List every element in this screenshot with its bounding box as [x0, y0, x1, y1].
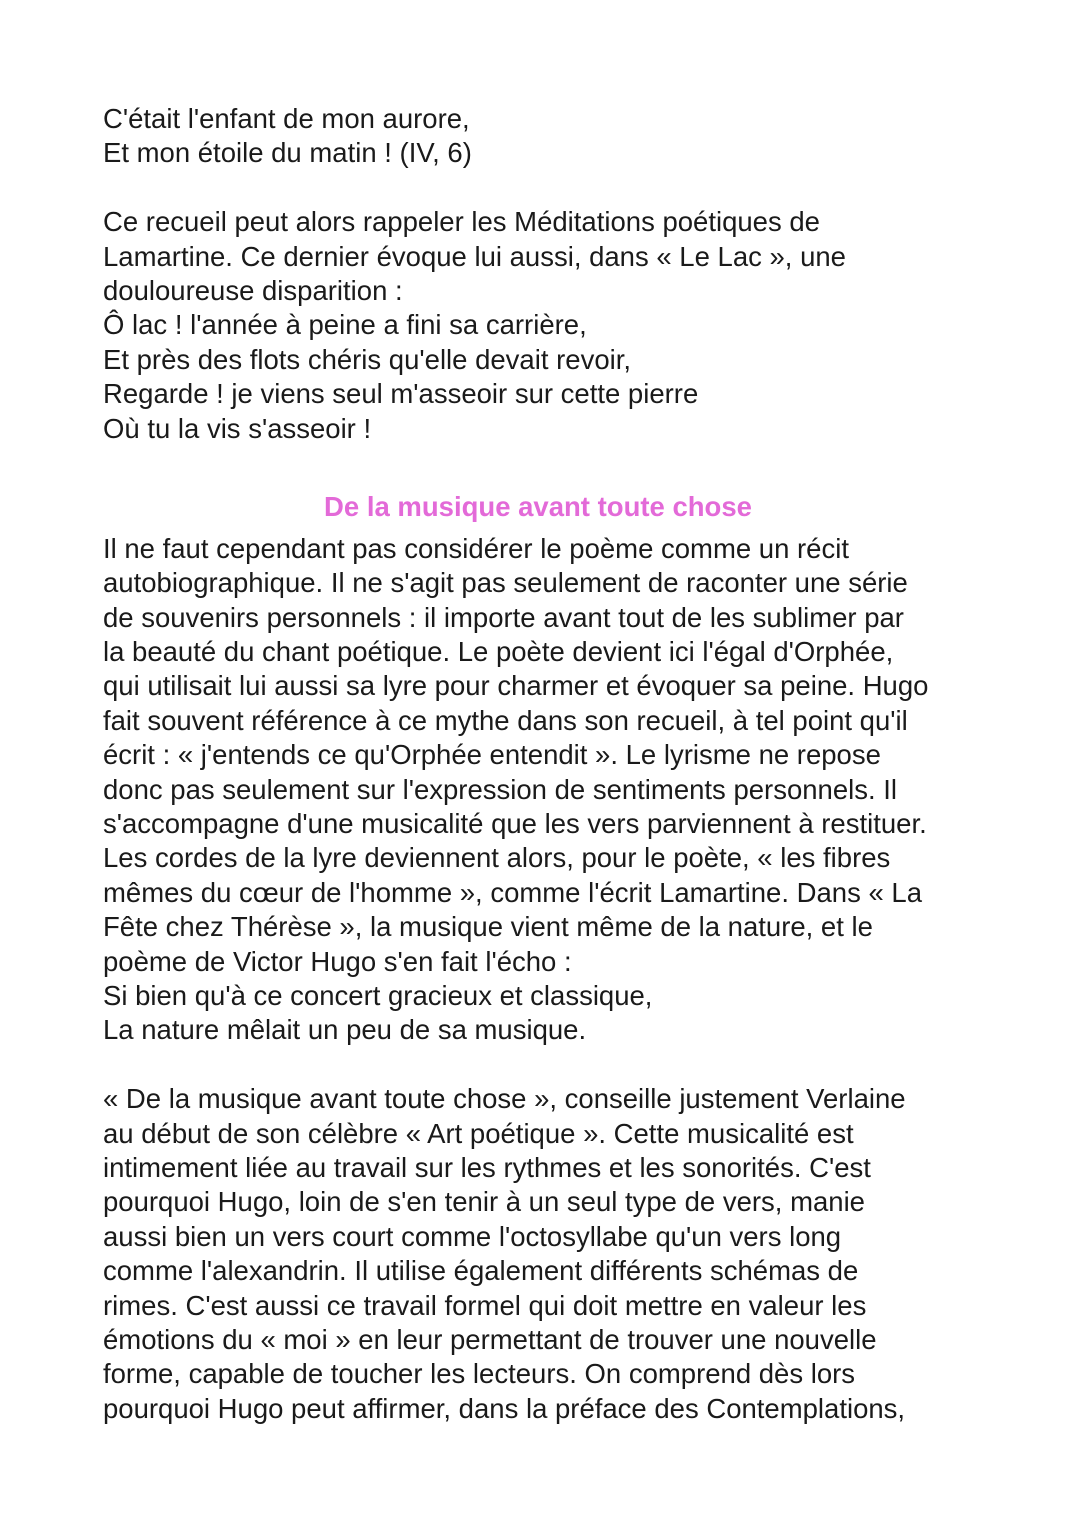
verse-line: La nature mêlait un peu de sa musique.	[103, 1014, 587, 1046]
verse-line: Ô lac ! l'année à peine a fini sa carrière,	[103, 309, 587, 341]
text-line: Il ne faut cependant pas considérer le poème comme un récit	[103, 532, 849, 564]
verse-line: Regarde ! je viens seul m'asseoir sur cette pierre	[103, 378, 699, 410]
paragraph-spacer	[103, 1048, 1003, 1082]
verse-line: C'était l'enfant de mon aurore,	[103, 103, 470, 134]
text-line: écrit : « j'entends ce qu'Orphée entendit ». Le lyrisme ne repose	[103, 739, 881, 771]
text-line: au début de son célèbre « Art poétique ». Cette musicalité est	[103, 1117, 854, 1149]
text-line: émotions du « moi » en leur permettant de trouver une nouvelle	[103, 1323, 877, 1355]
verse-line: Où tu la vis s'asseoir !	[103, 412, 372, 444]
document-page	[103, 102, 1003, 1426]
text-line: forme, capable de toucher les lecteurs. On comprend dès lors	[103, 1358, 856, 1390]
text-line: douloureuse disparition :	[103, 274, 403, 306]
text-line: rimes. C'est aussi ce travail formel qui doit mettre en valeur les	[103, 1289, 867, 1321]
text-line: donc pas seulement sur l'expression de sentiments personnels. Il	[103, 773, 898, 805]
verse-line: Et près des flots chéris qu'elle devait revoir,	[103, 343, 632, 375]
paragraph-verlaine	[103, 1082, 1003, 1426]
text-line: aussi bien un vers court comme l'octosyllabe qu'un vers long	[103, 1220, 842, 1252]
text-line: de souvenirs personnels : il importe avant tout de les sublimer par	[103, 601, 904, 633]
text-line: qui utilisait lui aussi sa lyre pour charmer et évoquer sa peine. Hugo	[103, 670, 929, 702]
text-line: Ce recueil peut alors rappeler les Méditations poétiques de	[103, 206, 820, 238]
text-line: comme l'alexandrin. Il utilise également différents schémas de	[103, 1255, 859, 1287]
text-line: poème de Victor Hugo s'en fait l'écho :	[103, 945, 572, 977]
text-line: mêmes du cœur de l'homme », comme l'écrit Lamartine. Dans « La	[103, 876, 922, 908]
paragraph-lamartine	[103, 205, 1003, 446]
text-line: Les cordes de la lyre deviennent alors, pour le poète, « les fibres	[103, 842, 891, 874]
text-line: intimement liée au travail sur les rythmes et les sonorités. C'est	[103, 1151, 871, 1183]
text-line: fait souvent référence à ce mythe dans son recueil, à tel point qu'il	[103, 704, 908, 736]
paragraph-orphee	[103, 532, 1003, 1048]
text-line: la beauté du chant poétique. Le poète devient ici l'égal d'Orphée,	[103, 636, 894, 668]
text-line: « De la musique avant toute chose », conseille justement Verlaine	[103, 1083, 906, 1115]
text-line: pourquoi Hugo, loin de s'en tenir à un seul type de vers, manie	[103, 1186, 865, 1218]
section-heading: De la musique avant toute chose	[324, 490, 752, 522]
verse-line: Et mon étoile du matin ! (IV, 6)	[103, 137, 472, 169]
opening-verse	[103, 102, 1003, 171]
text-line: autobiographique. Il ne s'agit pas seulement de raconter une série	[103, 567, 908, 599]
text-line: pourquoi Hugo peut affirmer, dans la préface des Contemplations,	[103, 1392, 906, 1424]
text-line: Lamartine. Ce dernier évoque lui aussi, dans « Le Lac », une	[103, 240, 846, 272]
text-line: s'accompagne d'une musicalité que les vers parviennent à restituer.	[103, 808, 927, 840]
paragraph-spacer	[103, 171, 1003, 205]
verse-line: Si bien qu'à ce concert gracieux et classique,	[103, 979, 653, 1011]
text-line: Fête chez Thérèse », la musique vient même de la nature, et le	[103, 911, 873, 943]
